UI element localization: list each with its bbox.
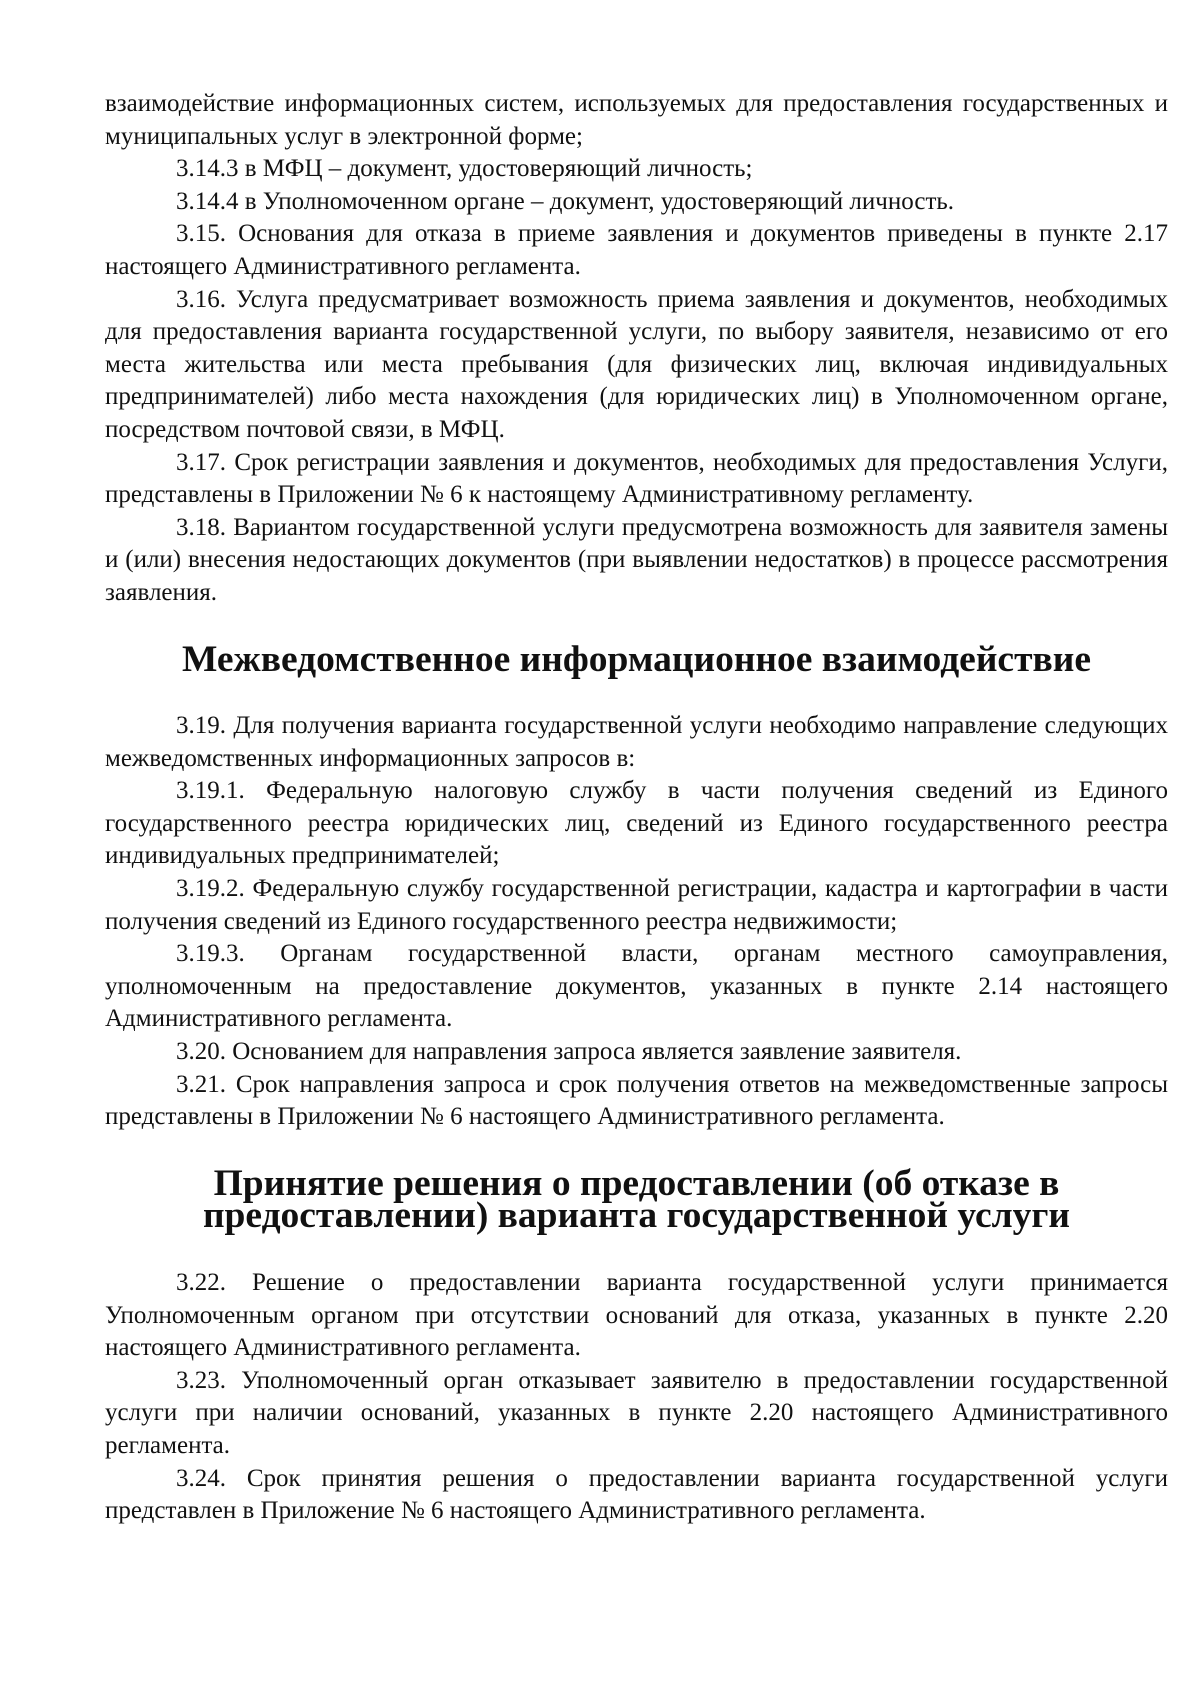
paragraph-3-14-3: 3.14.3 в МФЦ – документ, удостоверяющий личность; — [176, 155, 753, 183]
paragraph-3-21: 3.21. Срок направления запроса и срок получения ответов на межведомственные запросы представлены в Приложении № 6 настоящего Административного регламента. — [105, 1070, 1168, 1131]
paragraph-3-19-2: 3.19.2. Федеральную службу государственной регистрации, кадастра и картографии в части получения сведений из Единого государственного реестра недвижимости; — [105, 875, 1168, 935]
paragraph-3-20: 3.20. Основанием для направления запроса является заявление заявителя. — [176, 1038, 962, 1066]
paragraph-3-17: 3.17. Срок регистрации заявления и документов, необходимых для предоставления Услуги, представлены в Приложении № 6 к настоящему Административному регламенту. — [105, 448, 1168, 509]
section-heading-decision: Принятие решения о предоставлении (об отказе в предоставлении) варианта государственной услуги — [202, 1162, 1071, 1237]
paragraph-3-22: 3.22. Решение о предоставлении варианта государственной услуги принимается Уполномоченным органом при отсутствии оснований для отказа, указанных в пункте 2.20 настоящего Административного регламента. — [105, 1269, 1168, 1362]
paragraph-continuation: взаимодействие информационных систем, используемых для предоставления государственных и муниципальных услуг в электронной форме; — [105, 90, 1168, 150]
paragraph-3-24: 3.24. Срок принятия решения о предоставлении варианта государственной услуги представлен в Приложение № 6 настоящего Административного регламента. — [105, 1464, 1168, 1525]
paragraph-3-19: 3.19. Для получения варианта государственной услуги необходимо направление следующих межведомственных информационных запросов в: — [105, 712, 1168, 772]
paragraph-3-19-1: 3.19.1. Федеральную налоговую службу в части получения сведений из Единого государственного реестра юридических лиц, сведений из Единого государственного реестра индивидуальных предпринимателей; — [105, 777, 1168, 870]
paragraph-3-16: 3.16. Услуга предусматривает возможность приема заявления и документов, необходимых для предоставления варианта государственной услуги, по выбору заявителя, независимо от его места жительства или места пребывания (для физических лиц, включая индивидуальных предпринимателей) либо места нахождения (для юридических лиц) в Уполномоченном органе, посредством почтовой связи, в МФЦ. — [105, 285, 1168, 443]
document-page — [105, 88, 1168, 1528]
paragraph-3-14-4: 3.14.4 в Уполномоченном органе – документ, удостоверяющий личность. — [176, 187, 955, 215]
paragraph-3-18: 3.18. Вариантом государственной услуги предусмотрена возможность для заявителя замены и (или) внесения недостающих документов (при выявлении недостатков) в процессе рассмотрения заявления. — [105, 513, 1168, 606]
paragraph-3-15: 3.15. Основания для отказа в приеме заявления и документов приведены в пункте 2.17 настоящего Административного регламента. — [105, 220, 1168, 280]
paragraph-3-19-3: 3.19.3. Органам государственной власти, органам местного самоуправления, уполномоченным на предоставление документов, указанных в пункте 2.14 настоящего Административного регламента. — [105, 940, 1168, 1033]
paragraph-3-23: 3.23. Уполномоченный орган отказывает заявителю в предоставлении государственной услуги при наличии оснований, указанных в пункте 2.20 настоящего Административного регламента. — [105, 1366, 1168, 1459]
section-heading-interagency: Межведомственное информационное взаимодействие — [182, 638, 1091, 680]
